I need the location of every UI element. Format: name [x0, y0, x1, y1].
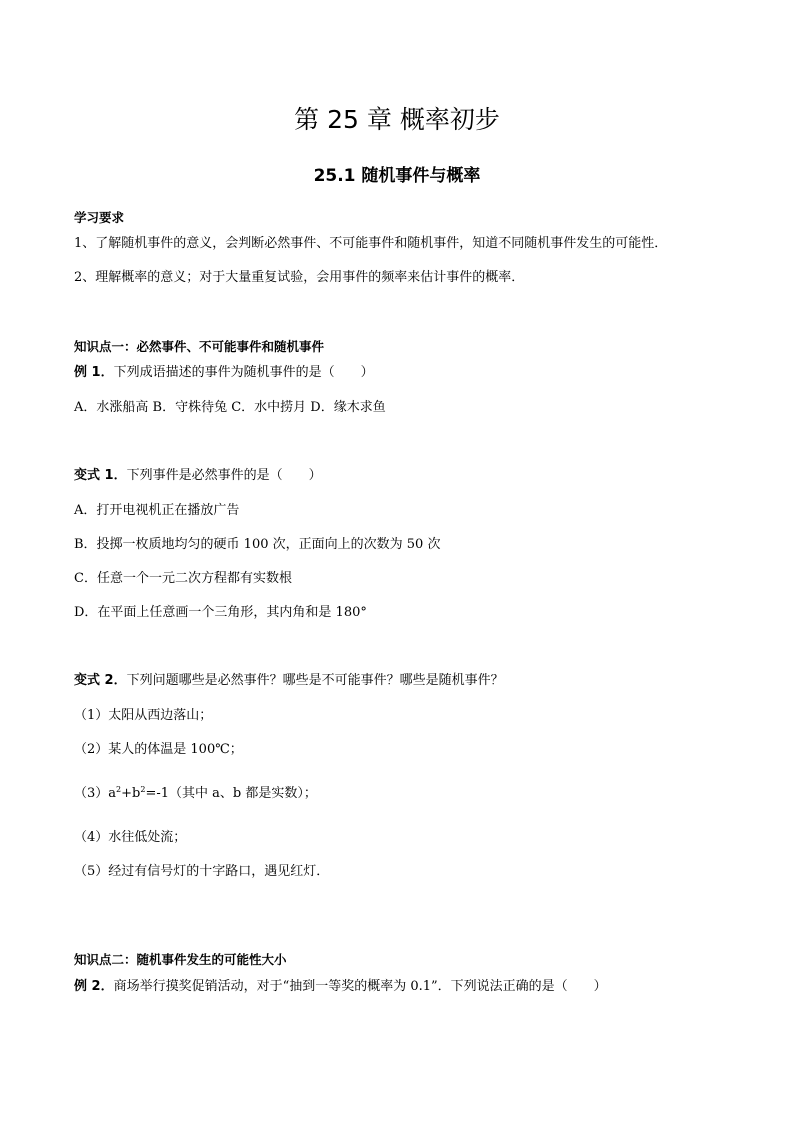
variant-1-option-b: B．投掷一枚质地均匀的硬币 100 次，正面向上的次数为 50 次 [74, 537, 441, 552]
variant-2-item-3: $(3)a^2+b^2=-1$（其中 a、b 都是实数）； [74, 785, 317, 801]
variant-2-item-2: （2）某人的体温是 100℃； [74, 742, 243, 757]
variant-2-item-5: （5）经过有信号灯的十字路口，遇见红灯． [74, 864, 330, 879]
example-2-question: 商场举行摸奖促销活动，对于“抽到一等奖的概率为 0.1”．下列说法正确的是（ ） [113, 979, 607, 994]
variant-1-question: 下列事件是必然事件的是（ ） [126, 468, 322, 483]
variant-2-label: 变式 2． [74, 673, 127, 688]
example-1-options: A．水涨船高 B．守株待兔 C．水中捞月 D．缘木求鱼 [74, 400, 386, 415]
requirements-heading: 学习要求 [74, 210, 125, 225]
variant-2 [74, 669, 504, 688]
requirement-item-1: 1、了解随机事件的意义，会判断必然事件、不可能事件和随机事件，知道不同随机事件发生的可能性． [74, 236, 668, 251]
variant-1 [74, 464, 322, 483]
variant-1-option-d: D．在平面上任意画一个三角形，其内角和是 180° [74, 605, 367, 620]
variant-2-question: 下列问题哪些是必然事件？哪些是不可能事件？哪些是随机事件？ [126, 673, 504, 688]
variant-2-item-4: （4）水往低处流； [74, 830, 187, 845]
variant-2-item-1: （1）太阳从西边落山； [74, 708, 213, 723]
example-2 [74, 975, 607, 994]
example-1-label: 例 1． [74, 365, 114, 380]
requirement-item-2: 2、理解概率的意义；对于大量重复试验，会用事件的频率来估计事件的概率． [74, 270, 525, 285]
chapter-title: 第 25 章 概率初步 [294, 105, 500, 134]
section-title: 25.1 随机事件与概率 [313, 166, 481, 186]
knowledge-point-1-heading: 知识点一：必然事件、不可能事件和随机事件 [74, 339, 325, 354]
variant-1-label: 变式 1． [74, 468, 127, 483]
example-1-question: 下列成语描述的事件为随机事件的是（ ） [113, 365, 374, 380]
knowledge-point-2-heading: 知识点二：随机事件发生的可能性大小 [74, 952, 287, 967]
variant-1-option-c: C．任意一个一元二次方程都有实数根 [74, 571, 292, 586]
example-1 [74, 361, 374, 380]
example-2-label: 例 2． [74, 979, 114, 994]
variant-1-option-a: A．打开电视机正在播放广告 [74, 503, 240, 518]
